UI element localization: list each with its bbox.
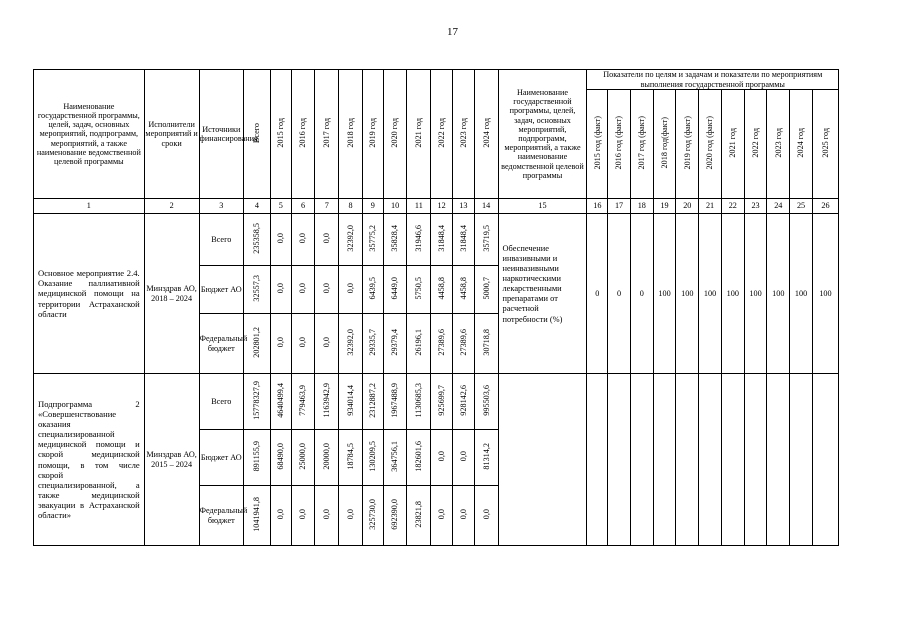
indicator-value: 0 — [587, 214, 608, 374]
header-ind-2018: 2018 год(факт) — [653, 90, 676, 199]
header-year-total: Всего — [244, 70, 271, 199]
col-num: 25 — [790, 199, 813, 214]
col-num: 1 — [34, 199, 145, 214]
value-cell: 1041941,8 — [244, 486, 271, 546]
value-cell: 0,0 — [270, 314, 291, 374]
row-executor: Минздрав АО, 2015 – 2024 — [144, 374, 199, 546]
col-num: 21 — [699, 199, 722, 214]
header-ind-2017: 2017 год (факт) — [630, 90, 653, 199]
value-cell: 0,0 — [474, 486, 498, 546]
value-cell: 0,0 — [270, 266, 291, 314]
indicator-value: 100 — [653, 214, 676, 374]
program-table — [33, 69, 839, 546]
header-ind-2019: 2019 год (факт) — [676, 90, 699, 199]
indicator-value — [630, 374, 653, 546]
header-year-2017: 2017 год — [315, 70, 339, 199]
value-cell: 0,0 — [452, 486, 474, 546]
value-cell: 0,0 — [315, 214, 339, 266]
value-cell: 925699,7 — [431, 374, 453, 430]
header-ind-2016: 2016 год (факт) — [608, 90, 631, 199]
value-cell: 0,0 — [339, 266, 363, 314]
indicator-value — [767, 374, 790, 546]
value-cell: 15778327,9 — [244, 374, 271, 430]
value-cell: 5000,7 — [474, 266, 498, 314]
col-num: 19 — [653, 199, 676, 214]
value-cell: 1130685,3 — [407, 374, 431, 430]
header-executors: Исполнители мероприятий и сроки — [144, 70, 199, 199]
col-num: 5 — [270, 199, 291, 214]
col-num: 7 — [315, 199, 339, 214]
col-num: 24 — [767, 199, 790, 214]
source-label: Всего — [199, 374, 243, 430]
value-cell: 0,0 — [431, 430, 453, 486]
value-cell: 35719,5 — [474, 214, 498, 266]
header-indicators-group: Показатели по целям и задачам и показатели по мероприятиям выполнения государственной программы — [587, 70, 839, 90]
header-ind-2025: 2025 год — [812, 90, 838, 199]
value-cell: 0,0 — [339, 486, 363, 546]
header-ind-2023: 2023 год — [767, 90, 790, 199]
col-num: 10 — [383, 199, 407, 214]
indicator-value — [721, 374, 744, 546]
value-cell: 6439,5 — [362, 266, 383, 314]
col-num: 14 — [474, 199, 498, 214]
value-cell: 31848,4 — [452, 214, 474, 266]
value-cell: 27389,6 — [431, 314, 453, 374]
value-cell: 182601,6 — [407, 430, 431, 486]
indicator-text: Обеспечение инвазивными и неинвазивными наркотическими лекарственными препаратами от расчетной потребности (%) — [502, 244, 563, 324]
source-label: Бюджет АО — [199, 430, 243, 486]
value-cell: 0,0 — [315, 486, 339, 546]
value-cell: 1967488,9 — [383, 374, 407, 430]
col-num: 8 — [339, 199, 363, 214]
source-label: Федеральный бюджет — [199, 314, 243, 374]
indicator-value: 100 — [699, 214, 722, 374]
value-cell: 364756,1 — [383, 430, 407, 486]
col-num: 12 — [431, 199, 453, 214]
indicator-value — [699, 374, 722, 546]
header-name-2: Наименование государственной программы, целей, задач, основных мероприятий, подпрограмм, мероприятий, а также наименование ведомственной целевой программы — [498, 70, 587, 199]
header-ind-2021: 2021 год — [721, 90, 744, 199]
col-num: 17 — [608, 199, 631, 214]
value-cell: 0,0 — [315, 266, 339, 314]
indicator-value — [790, 374, 813, 546]
header-ind-2024: 2024 год — [790, 90, 813, 199]
source-label: Всего — [199, 214, 243, 266]
column-number-row — [34, 199, 839, 214]
source-label: Бюджет АО — [199, 266, 243, 314]
col-num: 6 — [291, 199, 315, 214]
value-cell: 1163942,9 — [315, 374, 339, 430]
header-year-2023: 2023 год — [452, 70, 474, 199]
header-row-1 — [34, 70, 839, 90]
indicator-cell — [498, 214, 587, 374]
header-year-2015: 2015 год — [270, 70, 291, 199]
value-cell: 32392,0 — [339, 314, 363, 374]
value-cell: 30718,8 — [474, 314, 498, 374]
value-cell: 20000,0 — [315, 430, 339, 486]
value-cell: 0,0 — [291, 266, 315, 314]
value-cell: 0,0 — [270, 214, 291, 266]
value-cell: 35828,4 — [383, 214, 407, 266]
col-num: 9 — [362, 199, 383, 214]
col-num: 4 — [244, 199, 271, 214]
value-cell: 995503,6 — [474, 374, 498, 430]
value-cell: 26196,1 — [407, 314, 431, 374]
header-name: Наименование государственной программы, целей, задач, основных мероприятий, подпрограмм, мероприятий, а также наименование ведомственной целевой программы — [34, 70, 145, 199]
header-year-2020: 2020 год — [383, 70, 407, 199]
value-cell: 4458,8 — [431, 266, 453, 314]
indicator-value: 0 — [630, 214, 653, 374]
value-cell: 6449,0 — [383, 266, 407, 314]
value-cell: 934014,4 — [339, 374, 363, 430]
value-cell: 928142,6 — [452, 374, 474, 430]
indicator-value — [744, 374, 767, 546]
indicator-value: 100 — [812, 214, 838, 374]
header-year-2019: 2019 год — [362, 70, 383, 199]
indicator-value — [812, 374, 838, 546]
row-name: Основное мероприятие 2.4. Оказание паллиативной медицинской помощи на территории Астраханской области — [34, 214, 145, 374]
header-ind-2020: 2020 год (факт) — [699, 90, 722, 199]
source-label: Федеральный бюджет — [199, 486, 243, 546]
indicator-value — [608, 374, 631, 546]
indicator-value — [676, 374, 699, 546]
indicator-value — [587, 374, 608, 546]
header-year-2024: 2024 год — [474, 70, 498, 199]
value-cell: 4458,8 — [452, 266, 474, 314]
value-cell: 235358,5 — [244, 214, 271, 266]
value-cell: 27389,6 — [452, 314, 474, 374]
indicator-value: 100 — [767, 214, 790, 374]
row-name: Подпрограмма 2 «Совершенствование оказания специализированной медицинской помощи и скорой медицинской помощи, в том числе скорой специализированной, а также медицинской эвакуации в Астраханской области» — [34, 374, 145, 546]
value-cell: 0,0 — [270, 486, 291, 546]
col-num: 2 — [144, 199, 199, 214]
col-num: 22 — [721, 199, 744, 214]
col-num: 15 — [498, 199, 587, 214]
value-cell: 68490,0 — [270, 430, 291, 486]
indicator-cell — [498, 374, 587, 546]
value-cell: 325730,0 — [362, 486, 383, 546]
header-year-2018: 2018 год — [339, 70, 363, 199]
header-ind-2015: 2015 год (факт) — [587, 90, 608, 199]
col-num: 11 — [407, 199, 431, 214]
value-cell: 35775,2 — [362, 214, 383, 266]
col-num: 16 — [587, 199, 608, 214]
col-num: 26 — [812, 199, 838, 214]
value-cell: 0,0 — [315, 314, 339, 374]
col-num: 18 — [630, 199, 653, 214]
value-cell: 779463,9 — [291, 374, 315, 430]
value-cell: 5750,5 — [407, 266, 431, 314]
value-cell: 81314,2 — [474, 430, 498, 486]
value-cell: 29335,7 — [362, 314, 383, 374]
col-num: 13 — [452, 199, 474, 214]
value-cell: 31848,4 — [431, 214, 453, 266]
value-cell: 0,0 — [452, 430, 474, 486]
header-sources: Источники финансирования — [199, 70, 243, 199]
value-cell: 18784,5 — [339, 430, 363, 486]
indicator-value: 100 — [790, 214, 813, 374]
value-cell: 2312887,2 — [362, 374, 383, 430]
value-cell: 25000,0 — [291, 430, 315, 486]
header-year-2016: 2016 год — [291, 70, 315, 199]
indicator-value: 0 — [608, 214, 631, 374]
value-cell: 0,0 — [291, 314, 315, 374]
value-cell: 29379,4 — [383, 314, 407, 374]
value-cell: 692390,0 — [383, 486, 407, 546]
col-num: 20 — [676, 199, 699, 214]
header-year-2022: 2022 год — [431, 70, 453, 199]
value-cell: 130209,5 — [362, 430, 383, 486]
value-cell: 23821,8 — [407, 486, 431, 546]
value-cell: 4640499,4 — [270, 374, 291, 430]
table-row — [34, 214, 839, 266]
table-row — [34, 374, 839, 430]
header-year-2021: 2021 год — [407, 70, 431, 199]
value-cell: 202801,2 — [244, 314, 271, 374]
indicator-value: 100 — [721, 214, 744, 374]
value-cell: 32557,3 — [244, 266, 271, 314]
value-cell: 31946,6 — [407, 214, 431, 266]
value-cell: 891155,9 — [244, 430, 271, 486]
indicator-value: 100 — [744, 214, 767, 374]
indicator-value: 100 — [676, 214, 699, 374]
col-num: 23 — [744, 199, 767, 214]
indicator-value — [653, 374, 676, 546]
value-cell: 0,0 — [431, 486, 453, 546]
page-number: 17 — [447, 26, 458, 38]
header-ind-2022: 2022 год — [744, 90, 767, 199]
value-cell: 32392,0 — [339, 214, 363, 266]
value-cell: 0,0 — [291, 486, 315, 546]
row-executor: Минздрав АО, 2018 – 2024 — [144, 214, 199, 374]
value-cell: 0,0 — [291, 214, 315, 266]
col-num: 3 — [199, 199, 243, 214]
